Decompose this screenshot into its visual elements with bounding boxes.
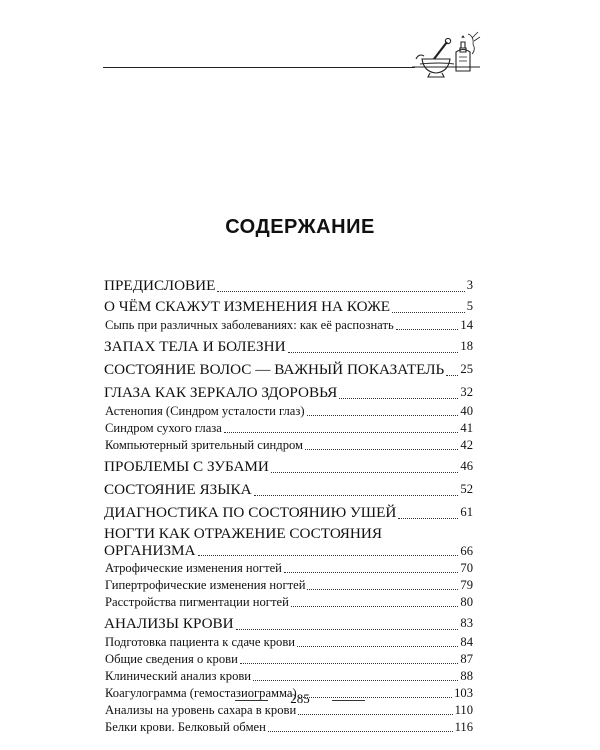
toc-entry-title-line1: НОГТИ КАК ОТРАЖЕНИЕ СОСТОЯНИЯ <box>104 525 382 542</box>
dot-leader <box>291 606 459 607</box>
mortar-and-pestle-icon <box>410 26 482 80</box>
toc-entry-minor[interactable] <box>104 668 473 685</box>
toc-entry-title: О ЧЁМ СКАЖУТ ИЗМЕНЕНИЯ НА КОЖЕ <box>104 298 391 315</box>
dot-leader <box>253 680 458 681</box>
toc-entry-page: 87 <box>460 652 473 666</box>
toc-entry-title: Синдром сухого глаза <box>105 421 222 435</box>
toc-entry-title: Астенопия (Синдром усталости глаз) <box>105 404 305 418</box>
toc-entry-title: Сыпь при различных заболеваниях: как её распознать <box>105 318 394 332</box>
dot-leader <box>198 555 459 556</box>
toc-entry-page: 66 <box>460 544 473 558</box>
dot-leader <box>224 432 459 433</box>
dot-leader <box>339 398 458 399</box>
toc-entry-title: АНАЛИЗЫ КРОВИ <box>104 615 234 632</box>
dot-leader <box>271 472 459 473</box>
toc-entry-major[interactable] <box>104 479 473 500</box>
toc-entry-page: 52 <box>460 482 473 496</box>
dot-leader <box>298 714 452 715</box>
toc-entry-title: СОСТОЯНИЕ ВОЛОС — ВАЖНЫЙ ПОКАЗАТЕЛЬ <box>104 361 445 378</box>
toc-entry-title: Коагулограмма (гемостазиограмма) <box>105 686 297 700</box>
dot-leader <box>307 415 459 416</box>
dot-leader <box>217 291 464 292</box>
toc-entry-minor[interactable] <box>104 577 473 594</box>
toc-entry-title: Гипертрофические изменения ногтей <box>105 578 306 592</box>
toc-entry-page: 61 <box>460 505 473 519</box>
toc-entry-major[interactable] <box>104 526 473 560</box>
toc-entry-title: Подготовка пациента к сдаче крови <box>105 635 296 649</box>
table-of-contents <box>104 275 473 736</box>
toc-entry-page: 79 <box>460 578 473 592</box>
toc-entry-title: ПРОБЛЕМЫ С ЗУБАМИ <box>104 458 269 475</box>
toc-entry-title: Компьютерный зрительный синдром <box>105 438 304 452</box>
toc-entry-minor[interactable] <box>104 317 473 334</box>
toc-entry-page: 5 <box>466 299 473 313</box>
toc-entry-major[interactable] <box>104 382 473 403</box>
dot-leader <box>392 312 465 313</box>
toc-entry-title: СОСТОЯНИЕ ЯЗЫКА <box>104 481 252 498</box>
toc-entry-page: 42 <box>460 438 473 452</box>
toc-entry-title: Клинический анализ крови <box>105 669 252 683</box>
toc-entry-page: 84 <box>460 635 473 649</box>
toc-entry-major[interactable] <box>104 336 473 357</box>
toc-entry-page: 70 <box>460 561 473 575</box>
dot-leader <box>396 329 459 330</box>
toc-entry-page: 3 <box>466 278 473 292</box>
page-footer <box>0 690 600 710</box>
toc-entry-page: 88 <box>460 669 473 683</box>
toc-entry-page: 83 <box>460 616 473 630</box>
toc-entry-major[interactable] <box>104 613 473 634</box>
toc-entry-major[interactable] <box>104 456 473 477</box>
dot-leader <box>268 731 453 732</box>
toc-entry-page: 103 <box>454 686 473 700</box>
toc-entry-major[interactable] <box>104 359 473 380</box>
toc-entry-minor[interactable] <box>104 594 473 611</box>
toc-entry-page: 14 <box>460 318 473 332</box>
dot-leader <box>305 449 458 450</box>
toc-entry-major[interactable] <box>104 502 473 523</box>
dot-leader <box>297 646 458 647</box>
dot-leader <box>284 572 458 573</box>
toc-entry-page: 116 <box>454 720 473 734</box>
toc-entry-title: ГЛАЗА КАК ЗЕРКАЛО ЗДОРОВЬЯ <box>104 384 338 401</box>
dot-leader <box>240 663 459 664</box>
toc-entry-minor[interactable] <box>104 560 473 577</box>
footer-rule-right <box>332 700 365 701</box>
toc-entry-title: ЗАПАХ ТЕЛА И БОЛЕЗНИ <box>104 338 286 355</box>
dot-leader <box>307 589 458 590</box>
toc-entry-title: ПРЕДИСЛОВИЕ <box>104 277 216 294</box>
toc-entry-title: Атрофические изменения ногтей <box>105 561 282 575</box>
page-number: 285 <box>290 691 310 706</box>
toc-entry-page: 25 <box>460 362 473 376</box>
toc-entry-title: Общие сведения о крови <box>105 652 238 666</box>
dot-leader <box>254 495 459 496</box>
toc-entry-page: 41 <box>460 421 473 435</box>
toc-entry-page: 18 <box>460 339 473 353</box>
toc-entry-minor[interactable] <box>104 651 473 668</box>
toc-entry-title: ДИАГНОСТИКА ПО СОСТОЯНИЮ УШЕЙ <box>104 504 397 521</box>
toc-entry-page: 110 <box>454 703 473 717</box>
toc-entry-minor[interactable] <box>104 719 473 736</box>
toc-entry-title: Анализы на уровень сахара в крови <box>105 703 297 717</box>
toc-title: СОДЕРЖАНИЕ <box>225 216 375 238</box>
toc-entry-page: 32 <box>460 385 473 399</box>
dot-leader <box>446 375 458 376</box>
dot-leader <box>288 352 459 353</box>
toc-entry-title-line2: ОРГАНИЗМА <box>104 542 196 559</box>
toc-entry-major[interactable] <box>104 275 473 296</box>
toc-entry-title: Расстройства пигментации ногтей <box>105 595 289 609</box>
toc-entry-major[interactable] <box>104 296 473 317</box>
dot-leader <box>236 629 459 630</box>
toc-entry-minor[interactable] <box>104 403 473 420</box>
toc-entry-minor[interactable] <box>104 437 473 454</box>
toc-entry-minor[interactable] <box>104 420 473 437</box>
header-rule <box>103 67 415 68</box>
toc-entry-title: Белки крови. Белковый обмен <box>105 720 266 734</box>
dot-leader <box>398 518 458 519</box>
toc-entry-page: 40 <box>460 404 473 418</box>
toc-entry-page: 46 <box>460 459 473 473</box>
toc-entry-page: 80 <box>460 595 473 609</box>
toc-entry-minor[interactable] <box>104 634 473 651</box>
